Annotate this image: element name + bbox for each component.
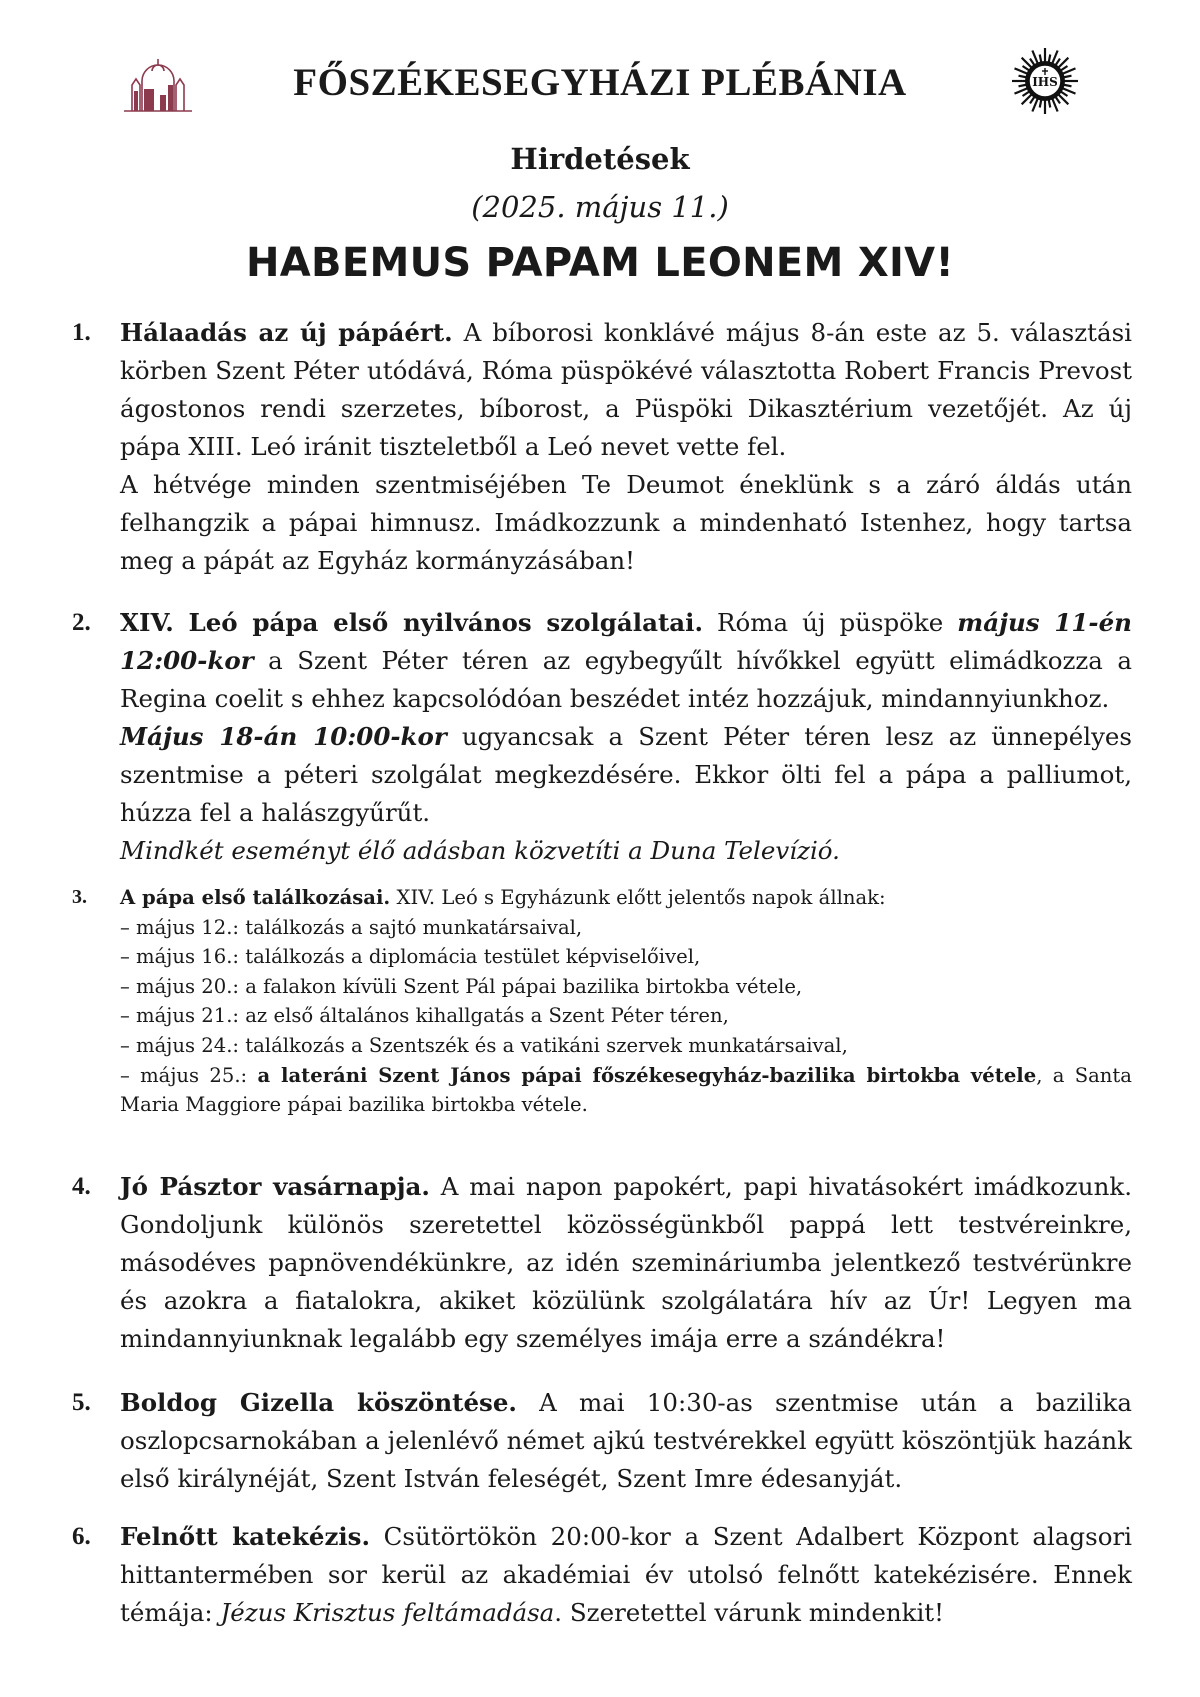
announcement-item-1 — [72, 314, 1132, 580]
item-number: 1. — [72, 319, 91, 346]
item-title: Boldog Gizella köszöntése. — [120, 1388, 517, 1417]
schedule-line: – május 25.: — [120, 1063, 258, 1087]
announcements-heading: Hirdetések — [510, 142, 690, 176]
item-body: . Szeretettel várunk mindenkit! — [554, 1598, 944, 1627]
item-body: A mai 10:30-as szentmise után a bazilika oszlopcsarnokában a jelenlévő német ajkú testvérekkel együtt köszöntjük hazánk első királynéját, Szent István feleségét, Szent Imre édesanyját. — [120, 1388, 1132, 1493]
broadcast-note: Mindkét eseményt élő adásban közvetíti a Duna Televízió. — [120, 836, 840, 865]
schedule-highlight: a lateráni Szent János pápai főszékesegyház-bazilika birtokba vétele — [257, 1063, 1037, 1087]
item-number: 2. — [72, 609, 91, 636]
item-body: A hétvége minden szentmiséjében Te Deumot éneklünk s a záró áldás után felhangzik a pápai himnusz. Imádkozzunk a mindenható Istenhez, hogy tartsa meg a pápát az Egyház kormányzásában! — [120, 470, 1132, 575]
item-body: ugyancsak a Szent Péter téren lesz az ünnepélyes szentmise a péteri szolgálat megkezdésére. Ekkor ölti fel a pápa a palliumot, húzza fel a halászgyűrűt. — [120, 722, 1132, 827]
schedule-line: – május 16.: találkozás a diplomácia testület képviselőivel, — [120, 945, 701, 969]
item-body: Róma új püspöke — [703, 608, 958, 637]
item-body: XIV. Leó s Egyházunk előtt jelentős napok állnak: — [390, 886, 886, 909]
item-title: Jó Pásztor vasárnapja. — [120, 1172, 430, 1201]
item-number: 3. — [72, 886, 87, 908]
seal-text: IHS — [1032, 75, 1058, 89]
schedule-line: – május 12.: találkozás a sajtó munkatársaival, — [120, 915, 583, 939]
item-title: Felnőtt katekézis. — [120, 1522, 370, 1551]
item-body: Csütörtökön 20:00-kor a Szent Adalbert Központ alagsori hittantermében sor kerül az akadémiai év utolsó felnőtt katekézisére. Ennek témája: — [120, 1522, 1132, 1627]
schedule-line: – május 24.: találkozás a Szentszék és a vatikáni szervek munkatársaival, — [120, 1033, 848, 1057]
item-title: A pápa első találkozásai. — [120, 886, 391, 909]
announcement-item-4 — [72, 1168, 1132, 1358]
announcement-item-2 — [72, 604, 1132, 870]
item-title: Hálaadás az új pápáért. — [120, 318, 453, 347]
item-title: XIV. Leó pápa első nyilvános szolgálatai. — [120, 608, 703, 637]
main-headline: HABEMUS PAPAM LEONEM XIV! — [246, 240, 954, 286]
announcement-item-6 — [72, 1518, 1132, 1632]
item-number: 5. — [72, 1389, 91, 1416]
item-number: 6. — [72, 1523, 91, 1550]
item-body: A bíborosi konklávé május 8-án este az 5. választási körben Szent Péter utódává, Róma püspökévé választotta Robert Francis Prevost ágostonos rendi szerzetes, bíborost, a Püspöki Dikasztérium vezetőjét. Az új pápa XIII. Leó iránit tiszteletből a Leó nevet vette fel. — [120, 318, 1132, 461]
item-body: A mai napon papokért, papi hivatásokért imádkozunk. Gondoljunk különös szeretettel közösségünkből pappá lett testvéreinkre, másodéves papnövendékünkre, az idén szemináriumba jelentkező testvérünkre és azokra a fiatalokra, akiket közülünk szolgálatára hív az Úr! Legyen ma mindannyiunknak legalább egy személyes imája erre a szándékra! — [120, 1172, 1132, 1353]
announcement-item-3 — [72, 883, 1132, 1120]
announcement-date: (2025. május 11.) — [471, 190, 729, 224]
event-time: május 11-én 12:00-kor — [120, 608, 1132, 675]
schedule-line: – május 20.: a falakon kívüli Szent Pál pápai bazilika birtokba vétele, — [120, 974, 803, 998]
event-time: Május 18-án 10:00-kor — [120, 722, 447, 751]
schedule-line: – május 21.: az első általános kihallgatás a Szent Péter téren, — [120, 1004, 729, 1028]
ihs-sunburst-seal-icon — [1010, 46, 1080, 116]
catechesis-topic: Jézus Krisztus feltámadása — [220, 1598, 555, 1627]
item-number: 4. — [72, 1173, 91, 1200]
parish-title: FŐSZÉKESEGYHÁZI PLÉBÁNIA — [293, 61, 907, 104]
announcement-item-5 — [72, 1384, 1132, 1498]
schedule-line: , a Santa Maria Maggiore pápai bazilika birtokba vétele. — [120, 1063, 1132, 1117]
item-body: a Szent Péter téren az egybegyűlt hívőkkel együtt elimádkozza a Regina coelit s ehhez kapcsolódóan beszédet intéz hozzájuk, mindannyiunkhoz. — [120, 646, 1132, 713]
